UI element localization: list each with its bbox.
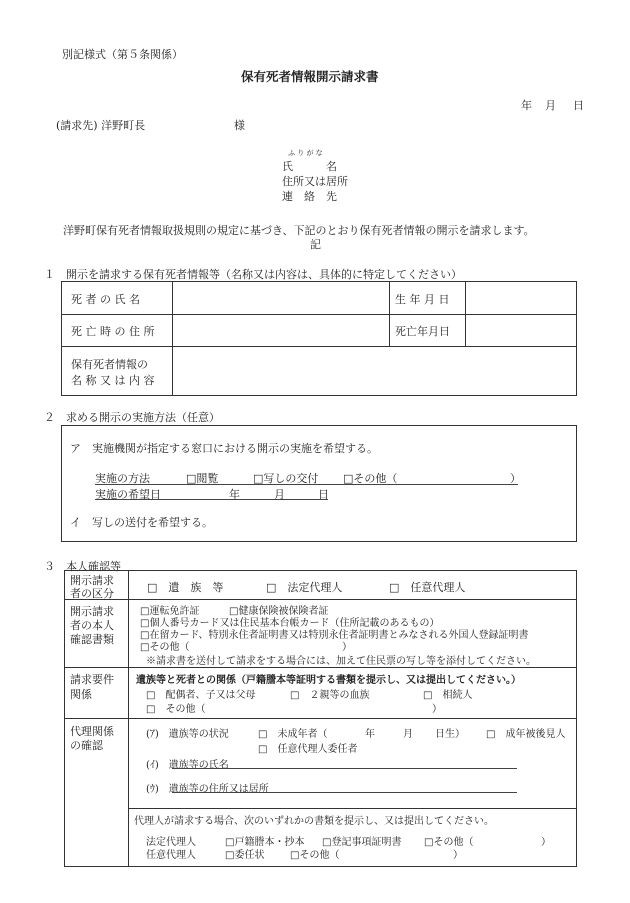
intro-text: 洋野町保有死者情報取扱規則の規定に基づき、下記のとおり保有死者情報の開示を請求します。 (63, 224, 535, 237)
applicant-contact-label: 連 絡 先 (282, 190, 337, 203)
form-reference: 別記様式（第５条関係） (62, 48, 183, 61)
agency-guardian: □ 成年被後見人 (486, 729, 566, 740)
req-heir: □ 相続人 (423, 690, 473, 701)
docs-power-of-attorney: □委任状 (225, 850, 265, 861)
req-heading: 遺族等と死者との関係（戸籍謄本等証明する書類を提示し、又は提出してください。） (136, 675, 521, 686)
agency-label-2: の確認 (70, 739, 103, 752)
docs-vol-other-close: ） (453, 850, 463, 861)
desired-month: 月 (274, 488, 285, 501)
info-name-label-1: 保有死者情報の (71, 358, 148, 371)
docs-legal-other-close: ） (541, 837, 551, 848)
agency-minor-birth: 日生） (435, 729, 465, 740)
category-voluntary-rep: □ 任意代理人 (389, 581, 466, 594)
req-second-degree: □ ２親等の血族 (290, 690, 370, 701)
death-date-label: 死亡年月日 (395, 325, 450, 338)
section3-heading: ３ 本人確認等 (44, 560, 121, 573)
agency-item-i: (ｲ) 遺族等の氏名 (146, 760, 229, 771)
honorific: 様 (234, 119, 245, 132)
docs-koseki: □戸籍謄本・抄本 (225, 837, 305, 848)
category-label-2: 者の区分 (70, 587, 114, 600)
req-spouse: □ 配偶者、子又は父母 (146, 690, 256, 701)
id-label-2: 者の本人 (70, 619, 114, 632)
category-bereaved: □ 遺 族 等 (147, 581, 224, 594)
section1-heading: １ 開示を請求する保有死者情報等（名称又は内容は、具体的に特定してください） (44, 268, 462, 281)
applicant-name-label: 氏 名 (282, 160, 337, 173)
agency-minor-year: 年 (365, 729, 375, 740)
method-copy: □写しの交付 (253, 472, 319, 485)
desired-year: 年 (229, 488, 240, 501)
docs-note: 代理人が請求する場合、次のいずれかの書類を提示し、又は提出してください。 (134, 816, 494, 827)
method-label: 実施の方法 (95, 472, 150, 485)
method-other: □その他（ (343, 472, 398, 485)
birth-date-label: 生 年 月 日 (395, 293, 450, 306)
agency-voluntary-principal: □ 任意代理人委任者 (258, 744, 358, 755)
ki-label: 記 (310, 238, 321, 251)
date-month: 月 (545, 99, 556, 112)
docs-legal-rep-label: 法定代理人 (146, 837, 196, 848)
info-name-label-2: 名 称 又 は 内 容 (71, 374, 155, 387)
category-legal-rep: □ 法定代理人 (266, 581, 343, 594)
agency-item-u: (ｳ) 遺族等の住所又は居所 (146, 784, 269, 795)
id-label-1: 開示請求 (70, 605, 114, 618)
method-other-close: ） (510, 472, 521, 485)
option-i: イ 写しの送付を希望する。 (70, 516, 213, 529)
option-a: ア 実施機関が指定する窓口における開示の実施を希望する。 (70, 442, 378, 455)
category-label-1: 開示請求 (70, 574, 114, 587)
date-year: 年 (521, 99, 532, 112)
id-label-3: 確認書類 (70, 633, 114, 646)
req-label-1: 請求要件 (70, 673, 114, 686)
agency-minor: □ 未成年者（ (258, 729, 328, 740)
req-label-2: 関係 (70, 688, 92, 701)
agency-label-1: 代理関係 (70, 725, 114, 738)
addressee: (請求先) 洋野町長 (56, 119, 146, 132)
docs-legal-other: □その他（ (424, 837, 474, 848)
id-residence-card: □在留カード、特別永住者証明書又は特別永住者証明書とみなされる外国人登録証明書 (140, 630, 529, 641)
desired-date-label: 実施の希望日 (95, 488, 161, 501)
id-other-close: ） (342, 642, 352, 653)
applicant-address-label: 住所又は居所 (282, 175, 348, 188)
form-title: 保有死者情報開示請求書 (241, 69, 379, 84)
method-view: □閲覧 (186, 472, 219, 485)
desired-day: 日 (318, 488, 329, 501)
req-other: □ その他（ (146, 704, 206, 715)
id-other: □その他（ (140, 642, 190, 653)
id-license: □運転免許証 (140, 606, 200, 617)
req-other-close: ） (432, 704, 442, 715)
address-at-death-label: 死 亡 時 の 住 所 (71, 325, 155, 338)
date-day: 日 (573, 99, 584, 112)
id-insurance: □健康保険被保険者証 (229, 606, 329, 617)
docs-registry: □登記事項証明書 (322, 837, 402, 848)
docs-vol-other: □その他（ (290, 850, 340, 861)
agency-item-a: (ｱ) 遺族等の状況 (146, 729, 229, 740)
id-note: ※請求書を送付して請求をする場合には、加えて住民票の写し等を添付してください。 (146, 656, 536, 667)
furigana-label: ふ り が な (288, 149, 323, 157)
docs-voluntary-label: 任意代理人 (146, 850, 196, 861)
id-mynumber: □個人番号カード又は住民基本台帳カード（住所記載のあるもの） (140, 618, 440, 629)
section2-heading: ２ 求める開示の実施方法（任意） (44, 411, 220, 424)
agency-minor-month: 月 (403, 729, 413, 740)
deceased-name-label: 死 者 の 氏 名 (71, 293, 140, 306)
